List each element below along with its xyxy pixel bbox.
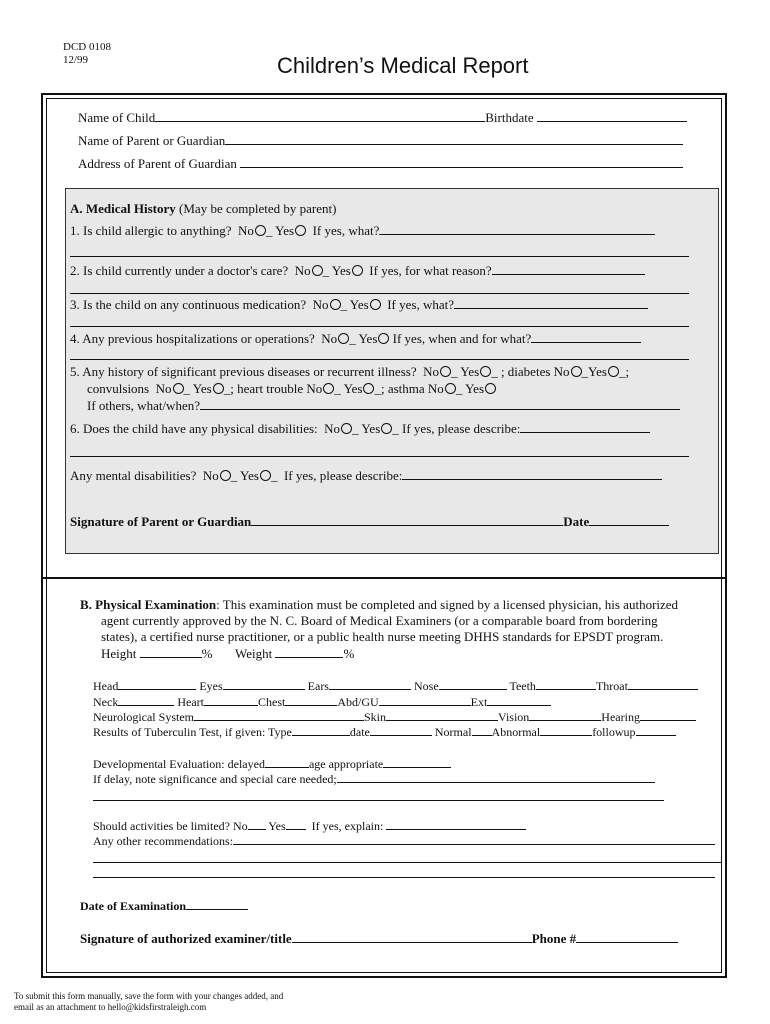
delay-row (93, 772, 655, 786)
head-label: Head (93, 679, 119, 693)
asthma-yes-radio[interactable] (485, 383, 496, 394)
asthma-yes-label: Yes (465, 381, 485, 396)
activities-yes-label: Yes (268, 819, 286, 833)
q4-yes-radio[interactable] (378, 333, 389, 344)
chest-label: Chest (257, 695, 286, 709)
parent-signature-field[interactable] (251, 515, 563, 526)
weight-field[interactable] (275, 647, 343, 658)
convulsions-yes-radio[interactable] (213, 383, 224, 394)
diabetes-no-radio[interactable] (571, 366, 582, 377)
neuro-label: Neurological System (93, 710, 194, 724)
mental-disabilities: Any mental disabilities? No _ Yes _ If yes, please describe: (70, 468, 662, 483)
parent-signature-row (70, 514, 669, 529)
q3-yes-label: Yes (349, 297, 369, 312)
q3-label: 3. Is the child on any continuous medication? (70, 297, 307, 312)
q5-diabetes-label: ; diabetes (500, 364, 551, 379)
q1-tail: If yes, what? (312, 223, 380, 238)
normal-field[interactable] (472, 725, 492, 736)
delay-line-2[interactable] (93, 800, 664, 801)
section-b-title: B. Physical Examination (80, 597, 217, 612)
convulsions-label: convulsions (87, 381, 150, 396)
q4-no-label: No (321, 331, 338, 346)
heart-yes-radio[interactable] (363, 383, 374, 394)
teeth-label: Teeth (509, 679, 536, 693)
exam-date-field[interactable] (186, 899, 248, 910)
q5-others-label: If others, what/when? (87, 398, 200, 413)
ext-field[interactable] (487, 695, 551, 706)
q5-others-field[interactable] (200, 399, 680, 410)
normal-label: Normal (434, 725, 472, 739)
phone-label: Phone # (531, 931, 577, 946)
q2-yes-label: Yes (331, 263, 351, 278)
question-1: 1. Is child allergic to anything? No _ Yes If yes, what? (70, 223, 655, 238)
parent-date-field[interactable] (589, 515, 669, 526)
convulsions-yes-label: Yes (192, 381, 212, 396)
teeth-field[interactable] (536, 679, 596, 690)
q3-yes-radio[interactable] (370, 299, 381, 310)
q2-answer-line[interactable] (70, 293, 689, 294)
exam-row-2 (93, 695, 551, 709)
question-6: 6. Does the child have any physical disabilities: No _ Yes _ If yes, please describe: (70, 421, 650, 436)
activities-row (93, 819, 526, 833)
abd-gu-field[interactable] (379, 695, 471, 706)
nose-field[interactable] (439, 679, 507, 690)
section-divider (41, 577, 727, 579)
q4-answer-field[interactable] (531, 332, 641, 343)
mental-label: Any mental disabilities? (70, 468, 197, 483)
heart-no-radio[interactable] (323, 383, 334, 394)
birthdate-field[interactable] (537, 111, 687, 122)
heart-no-label: No (306, 381, 323, 396)
parent-name-label: Name of Parent or Guardian (78, 133, 226, 148)
recommendations-label: Any other recommendations: (93, 834, 233, 848)
convulsions-no-label: No (155, 381, 172, 396)
hearing-label: Hearing (601, 710, 640, 724)
section-a-title: A. Medical History (70, 201, 176, 216)
convulsions-no-radio[interactable] (173, 383, 184, 394)
mental-tail: If yes, please describe: (283, 468, 403, 483)
tb-type-field[interactable] (292, 725, 350, 736)
q3-answer-field[interactable] (454, 298, 648, 309)
diabetes-yes-radio[interactable] (608, 366, 619, 377)
asthma-label: ; asthma (380, 381, 425, 396)
q6-yes-label: Yes (361, 421, 381, 436)
heart-yes-label: Yes (343, 381, 363, 396)
mental-no-radio[interactable] (220, 470, 231, 481)
weight-label: Weight (235, 646, 273, 661)
activities-yes-field[interactable] (286, 819, 306, 830)
question-5: 5. Any history of significant previous diseases or recurrent illness? No _ Yes _ ; diabetes No _Yes _; (70, 364, 630, 379)
q4-answer-line[interactable] (70, 359, 689, 360)
age-appropriate-label: age appropriate (308, 757, 384, 771)
mental-no-label: No (202, 468, 219, 483)
delay-field[interactable] (337, 772, 655, 783)
page-title: Children’s Medical Report (277, 53, 529, 78)
asthma-no-radio[interactable] (445, 383, 456, 394)
delay-label: If delay, note significance and special care needed; (93, 772, 337, 786)
q5-yes-radio[interactable] (480, 366, 491, 377)
height-weight-row (101, 646, 354, 661)
abnormal-label: Abnormal (491, 725, 541, 739)
form-revision-date: 12/99 (63, 54, 89, 66)
ext-label: Ext (470, 695, 488, 709)
q5-yes-label: Yes (460, 364, 480, 379)
q6-answer-line[interactable] (70, 456, 689, 457)
q3-no-radio[interactable] (330, 299, 341, 310)
q4-tail: If yes, when and for what? (392, 331, 532, 346)
mental-yes-label: Yes (240, 468, 259, 483)
vision-label: Vision (498, 710, 530, 724)
child-name-label: Name of Child (78, 110, 156, 125)
section-b-intro-1 (80, 597, 678, 612)
mental-yes-radio[interactable] (260, 470, 271, 481)
q6-label: 6. Does the child have any physical disabilities: (70, 421, 318, 436)
diabetes-no-label: No (553, 364, 570, 379)
q1-no-radio[interactable] (255, 225, 266, 236)
neck-field[interactable] (118, 695, 174, 706)
ears-label: Ears (307, 679, 329, 693)
q6-no-radio[interactable] (341, 423, 352, 434)
exam-row-1 (93, 679, 698, 693)
parent-address-row (78, 156, 683, 171)
q5-no-radio[interactable] (440, 366, 451, 377)
q1-answer-line[interactable] (70, 256, 689, 257)
q1-answer-field[interactable] (379, 224, 655, 235)
examiner-signature-field[interactable] (292, 932, 532, 943)
neuro-field[interactable] (194, 710, 364, 721)
q3-answer-line[interactable] (70, 326, 689, 327)
q2-no-label: No (294, 263, 311, 278)
birthdate-label: Birthdate (485, 110, 534, 125)
explain-label: If yes, explain: (311, 819, 384, 833)
question-2: 2. Is child currently under a doctor's care? No _ Yes If yes, for what reason? (70, 263, 645, 278)
examiner-signature-label: Signature of authorized examiner/title (80, 931, 292, 946)
neck-label: Neck (93, 695, 119, 709)
question-3: 3. Is the child on any continuous medication? No _ Yes If yes, what? (70, 297, 648, 312)
section-b-intro-2: agent currently approved by the N. C. Board of Medical Examiners (or a comparable board from bordering (101, 613, 658, 628)
asthma-no-label: No (427, 381, 444, 396)
recommendations-line-3[interactable] (93, 877, 715, 878)
eyes-label: Eyes (199, 679, 223, 693)
q2-yes-radio[interactable] (352, 265, 363, 276)
tb-date-field[interactable] (370, 725, 432, 736)
parent-signature-label: Signature of Parent or Guardian (70, 514, 252, 529)
skin-field[interactable] (386, 710, 498, 721)
q5-no-label: No (423, 364, 439, 379)
dev-eval-label: Developmental Evaluation: delayed (93, 757, 265, 771)
recommendations-row (93, 834, 715, 848)
head-field[interactable] (118, 679, 196, 690)
throat-label: Throat (595, 679, 628, 693)
dev-eval-row (93, 757, 451, 771)
q2-label: 2. Is child currently under a doctor's care? (70, 263, 289, 278)
q2-tail: If yes, for what reason? (369, 263, 492, 278)
q2-answer-field[interactable] (492, 264, 645, 275)
parent-name-row (78, 133, 683, 148)
tb-date-label: date (349, 725, 370, 739)
q1-no-label: No (238, 223, 254, 238)
recommendations-field[interactable] (233, 834, 715, 845)
section-b-text-1: : This examination must be completed and signed by a licensed physician, his authorized (216, 597, 679, 612)
q4-yes-label: Yes (358, 331, 378, 346)
q3-no-label: No (312, 297, 329, 312)
abnormal-field[interactable] (540, 725, 592, 736)
delayed-field[interactable] (265, 757, 309, 768)
question-4: 4. Any previous hospitalizations or operations? No _ Yes If yes, when and for what? (70, 331, 641, 346)
q1-yes-label: Yes (275, 223, 295, 238)
activities-no-field[interactable] (248, 819, 266, 830)
explain-field[interactable] (386, 819, 526, 830)
heart-field[interactable] (204, 695, 258, 706)
exam-date-label: Date of Examination (80, 899, 186, 913)
q1-label: 1. Is child allergic to anything? (70, 223, 232, 238)
phone-field[interactable] (576, 932, 678, 943)
question-5-line-2: convulsions No _ Yes _; heart trouble No _ Yes _; asthma No _ Yes (87, 381, 496, 396)
skin-label: Skin (363, 710, 386, 724)
throat-field[interactable] (628, 679, 698, 690)
child-name-field[interactable] (155, 111, 485, 122)
q3-tail: If yes, what? (387, 297, 454, 312)
section-a-heading (70, 201, 336, 216)
hearing-field[interactable] (640, 710, 696, 721)
footer-line-2: email as an attachment to hello@kidsfirstraleigh.com (14, 1002, 207, 1012)
exam-row-3 (93, 710, 696, 724)
exam-date-row (80, 899, 248, 913)
parent-address-label: Address of Parent of Guardian (78, 156, 237, 171)
height-percent: % (201, 646, 213, 661)
parent-name-field[interactable] (225, 134, 683, 145)
ears-field[interactable] (329, 679, 411, 690)
abd-gu-label: Abd/GU (337, 695, 379, 709)
section-b-intro-3: states), a certified nurse practitioner, or a public health nurse meeting DHHS standards for EPSDT program. (101, 629, 664, 644)
height-field[interactable] (140, 647, 202, 658)
q4-no-radio[interactable] (338, 333, 349, 344)
q6-tail: If yes, please describe: (402, 421, 521, 436)
followup-label: followup (592, 725, 636, 739)
child-name-row (78, 110, 687, 125)
eyes-field[interactable] (223, 679, 305, 690)
diabetes-yes-label: Yes (588, 364, 607, 379)
q5-label: 5. Any history of significant previous diseases or recurrent illness? (70, 364, 417, 379)
age-appropriate-field[interactable] (383, 757, 451, 768)
parent-address-field[interactable] (240, 157, 683, 168)
parent-date-label: Date (563, 514, 590, 529)
vision-field[interactable] (529, 710, 601, 721)
weight-percent: % (343, 646, 355, 661)
question-5-line-3 (87, 398, 680, 413)
activities-limited-label: Should activities be limited? No (93, 819, 248, 833)
section-a-note: (May be completed by parent) (179, 201, 337, 216)
nose-label: Nose (413, 679, 439, 693)
height-label: Height (101, 646, 137, 661)
tb-label: Results of Tuberculin Test, if given: Type (93, 725, 292, 739)
mental-answer-field[interactable] (402, 469, 662, 480)
q6-yes-radio[interactable] (381, 423, 392, 434)
heart-label: Heart (177, 695, 204, 709)
q6-no-label: No (324, 421, 341, 436)
form-code: DCD 0108 (63, 41, 111, 53)
q2-no-radio[interactable] (312, 265, 323, 276)
heart-trouble-label: ; heart trouble (230, 381, 304, 396)
q1-yes-radio[interactable] (295, 225, 306, 236)
examiner-signature-row (80, 931, 678, 946)
q6-answer-field[interactable] (520, 422, 650, 433)
chest-field[interactable] (285, 695, 337, 706)
footer-line-1: To submit this form manually, save the form with your changes added, and (14, 991, 284, 1001)
followup-field[interactable] (636, 725, 676, 736)
recommendations-line-2[interactable] (93, 862, 721, 863)
exam-row-4 (93, 725, 676, 739)
q4-label: 4. Any previous hospitalizations or operations? (70, 331, 315, 346)
